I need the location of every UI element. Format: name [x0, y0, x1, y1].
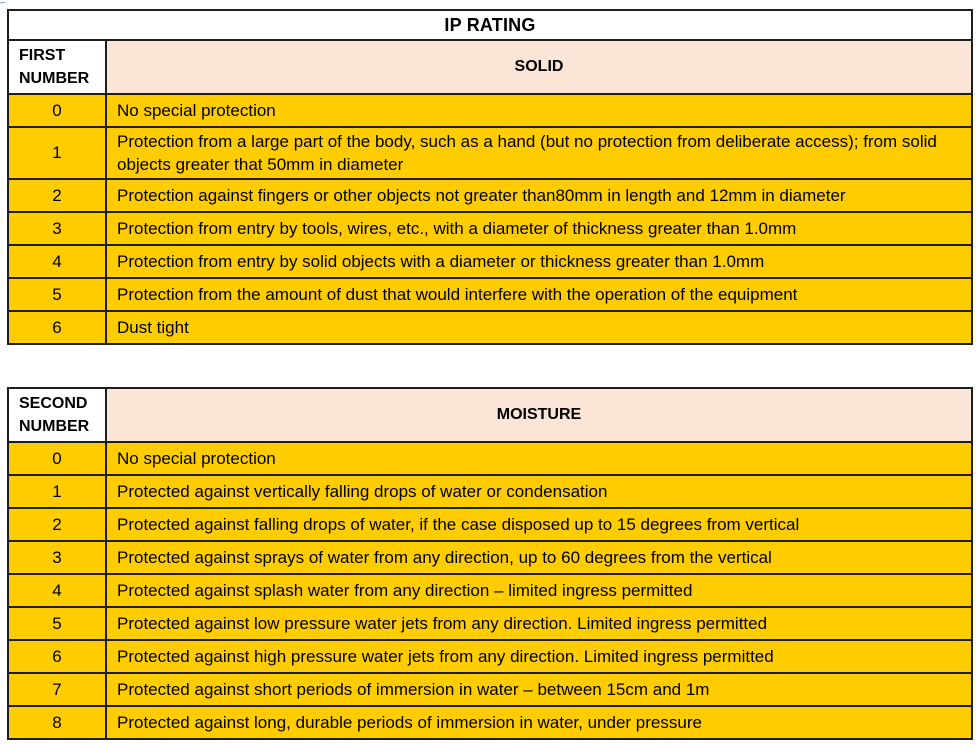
table-row — [8, 442, 972, 475]
table-row — [8, 94, 972, 127]
table-row — [8, 706, 972, 739]
rating-number: 6 — [8, 640, 106, 673]
rating-description: Protected against high pressure water jets from any direction. Limited ingress permitted — [106, 640, 972, 673]
table-row — [8, 607, 972, 640]
rating-description: Dust tight — [106, 311, 972, 344]
table-row — [8, 212, 972, 245]
solid-rating-table — [7, 9, 973, 345]
rating-description: Protection against fingers or other objects not greater than80mm in length and 12mm in diameter — [106, 179, 972, 212]
table-row — [8, 541, 972, 574]
rating-description: Protection from entry by tools, wires, etc., with a diameter of thickness greater than 1.0mm — [106, 212, 972, 245]
rating-description: Protected against sprays of water from any direction, up to 60 degrees from the vertical — [106, 541, 972, 574]
table-row — [8, 311, 972, 344]
moisture-rating-table — [7, 387, 973, 740]
rating-description: Protection from the amount of dust that would interfere with the operation of the equipment — [106, 278, 972, 311]
rating-number: 6 — [8, 311, 106, 344]
table-row — [8, 245, 972, 278]
rating-description: Protection from entry by solid objects with a diameter or thickness greater than 1.0mm — [106, 245, 972, 278]
rating-number: 1 — [8, 127, 106, 179]
table-row — [8, 179, 972, 212]
rating-description: No special protection — [106, 442, 972, 475]
table-row — [8, 278, 972, 311]
rating-number: 7 — [8, 673, 106, 706]
table-row — [8, 574, 972, 607]
table-title: IP RATING — [8, 10, 972, 40]
rating-number: 0 — [8, 94, 106, 127]
table-row — [8, 640, 972, 673]
rating-description: Protected against short periods of immersion in water – between 15cm and 1m — [106, 673, 972, 706]
table-row — [8, 673, 972, 706]
rating-description: Protected against splash water from any direction – limited ingress permitted — [106, 574, 972, 607]
rating-description: No special protection — [106, 94, 972, 127]
rating-number: 2 — [8, 508, 106, 541]
first-number-header: FIRST NUMBER — [8, 40, 106, 94]
rating-number: 5 — [8, 607, 106, 640]
rating-description: Protected against falling drops of water, if the case disposed up to 15 degrees from vertical — [106, 508, 972, 541]
rating-description: Protected against low pressure water jets from any direction. Limited ingress permitted — [106, 607, 972, 640]
rating-number: 1 — [8, 475, 106, 508]
rating-number: 3 — [8, 212, 106, 245]
rating-number: 0 — [8, 442, 106, 475]
rating-number: 8 — [8, 706, 106, 739]
rating-number: 4 — [8, 245, 106, 278]
rating-number: 2 — [8, 179, 106, 212]
moisture-header: MOISTURE — [106, 388, 972, 442]
rating-description: Protected against long, durable periods of immersion in water, under pressure — [106, 706, 972, 739]
rating-number: 5 — [8, 278, 106, 311]
rating-description: Protection from a large part of the body, such as a hand (but no protection from deliberate access); from solid objects greater that 50mm in diameter — [106, 127, 972, 179]
table-row — [8, 508, 972, 541]
table-row — [8, 475, 972, 508]
rating-number: 4 — [8, 574, 106, 607]
solid-header: SOLID — [106, 40, 972, 94]
table-row — [8, 127, 972, 179]
rating-number: 3 — [8, 541, 106, 574]
second-number-header: SECOND NUMBER — [8, 388, 106, 442]
corner-anchor-icon: ⌐ — [0, 0, 6, 7]
rating-description: Protected against vertically falling drops of water or condensation — [106, 475, 972, 508]
